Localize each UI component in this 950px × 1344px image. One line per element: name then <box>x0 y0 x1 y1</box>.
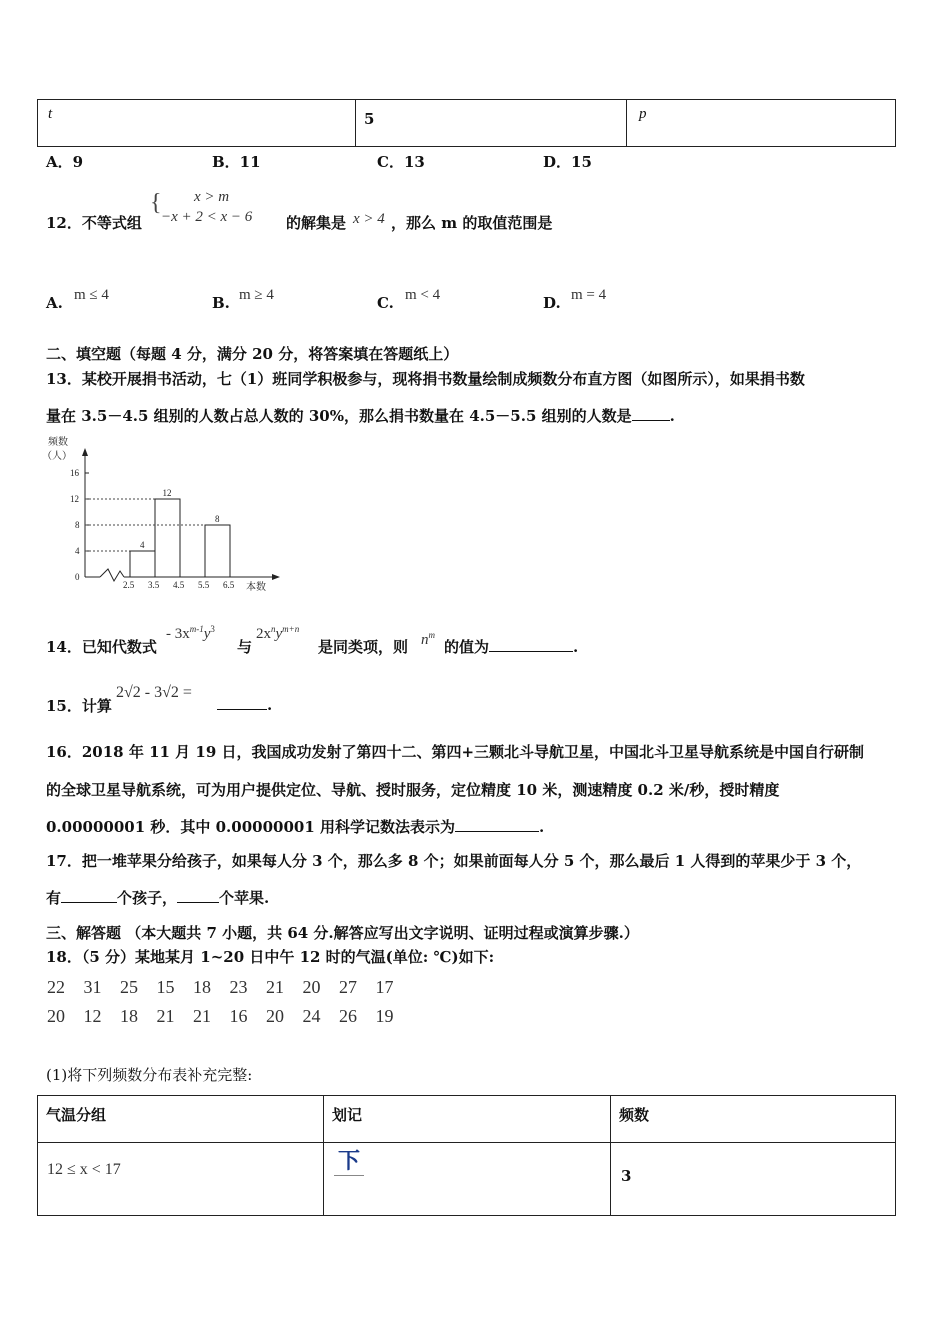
temperature-value: 18 <box>120 1006 138 1026</box>
q15-answer-blank: . <box>217 695 272 714</box>
y-tick-label: 16 <box>70 468 79 478</box>
temperature-value: 16 <box>229 1006 248 1026</box>
temperature-row-1 <box>47 977 412 998</box>
q13-line1: 13．某校开展捐书活动，七（1）班同学积极参与，现将捐书数量绘制成频数分布直方图（如图所示），如果捐书数 <box>46 370 805 388</box>
q14-mid: 是同类项，则 <box>318 638 409 656</box>
q12-option-d-expr: m = 4 <box>571 287 607 303</box>
q14-with: 与 <box>237 638 253 656</box>
top-table-cell: 5 <box>356 100 627 147</box>
q18-title: 18．（5 分）某地某月 1~20 日中午 12 时的气温(单位: ℃)如下: <box>46 948 495 966</box>
temperature-value: 15 <box>156 977 175 997</box>
q14-term1: - $3x^{m-1}y^3$ <box>166 624 215 642</box>
q12-mid: 的解集是 <box>286 214 347 232</box>
x-tick-label: 3.5 <box>148 580 160 590</box>
temperature-value: 17 <box>375 977 394 997</box>
temperature-value: 27 <box>339 977 357 997</box>
section2-heading: 二、填空题（每题 4 分，满分 20 分，将答案填在答题纸上） <box>46 345 459 363</box>
q12-suffix: ，那么 m 的取值范围是 <box>391 214 553 232</box>
y-tick-label: 4 <box>75 546 80 556</box>
q14-term2: $2x^ny^{m+n}$ <box>256 624 300 642</box>
q12-option-b-letter: B. <box>212 294 230 312</box>
table-cell-count[interactable]: 3 <box>611 1143 896 1216</box>
q12-system-line1: x > m <box>194 189 230 205</box>
temperature-value: 23 <box>229 977 248 997</box>
q14-power: $n^m$ <box>421 630 435 648</box>
q18-sub1: (1)将下列频数分布表补充完整: <box>46 1066 253 1084</box>
temperature-value: 19 <box>375 1006 394 1026</box>
axis-break-icon <box>100 569 124 581</box>
q15-expression: 2√2 - 3√2 = <box>116 684 192 701</box>
x-tick-label: 2.5 <box>123 580 135 590</box>
y-tick-label: 12 <box>70 494 79 504</box>
q13-line2: 量在 3.5－4.5 组别的人数占总人数的 30%，那么捐书数量在 4.5－5.5 组别的人数是 . <box>46 407 675 425</box>
y-axis-unit: （人） <box>42 451 72 462</box>
bar-value-label: 8 <box>215 514 220 524</box>
temperature-value: 21 <box>266 977 284 997</box>
table-header: 气温分组 <box>38 1096 324 1143</box>
temperature-value: 21 <box>156 1006 175 1026</box>
top-table-cell: t <box>38 100 356 147</box>
q15-prefix: 15．计算 <box>46 697 112 715</box>
q12-option-a-letter: A. <box>46 294 63 312</box>
top-table-cell: p <box>627 100 896 147</box>
q12-option-c-letter: C. <box>377 294 394 312</box>
q12-option-d-letter: D. <box>543 294 561 312</box>
section3-heading: 三、解答题 （本大题共 7 小题，共 64 分.解答应写出文字说明、证明过程或演算步骤.） <box>46 924 639 942</box>
temperature-value: 26 <box>339 1006 357 1026</box>
y-axis-label: 频数 <box>48 437 68 448</box>
x-axis-label: 本数 <box>246 582 266 593</box>
temperature-value: 18 <box>193 977 211 997</box>
y-tick-label: 8 <box>75 520 80 530</box>
q16-line1: 16．2018 年 11 月 19 日，我国成功发射了第四十二、第四+三颗北斗导航卫星，中国北斗卫星导航系统是中国自行研制 <box>46 743 865 761</box>
q11-option-c: C．13 <box>377 153 425 171</box>
temperature-value: 21 <box>193 1006 211 1026</box>
q12-option-a-expr: m ≤ 4 <box>74 287 109 303</box>
q11-option-d: D．15 <box>543 153 592 171</box>
x-tick-label: 6.5 <box>223 580 235 590</box>
temperature-row-2 <box>47 1006 412 1027</box>
x-axis-arrow-icon <box>272 574 280 580</box>
q12-option-c-expr: m < 4 <box>405 287 441 303</box>
q17-line2: 有 个孩子， 个苹果. <box>46 889 270 907</box>
q14-prefix: 14．已知代数式 <box>46 638 157 656</box>
table-cell-group: 12 ≤ x < 17 <box>38 1143 324 1216</box>
temperature-value: 31 <box>83 977 102 997</box>
y-axis-arrow-icon <box>82 448 88 456</box>
q12-system-line2: −x + 2 < x − 6 <box>161 209 253 225</box>
histogram-bar <box>205 525 230 577</box>
top-table <box>37 99 896 147</box>
q16-line3: 0.00000001 秒．其中 0.00000001 用科学记数法表示为 . <box>46 818 545 836</box>
temperature-value: 22 <box>47 977 65 997</box>
bar-value-label: 4 <box>140 540 145 550</box>
table-header: 划记 <box>324 1096 611 1143</box>
frequency-table <box>37 1095 896 1216</box>
histogram-chart <box>40 432 290 597</box>
table-header: 频数 <box>611 1096 896 1143</box>
x-tick-label: 5.5 <box>198 580 210 590</box>
q12-option-b-expr: m ≥ 4 <box>239 287 274 303</box>
x-tick-label: 4.5 <box>173 580 185 590</box>
table-cell-tally: 下 <box>324 1143 611 1216</box>
y-tick-label: 0 <box>75 572 80 582</box>
histogram-bar <box>155 499 180 577</box>
histogram-bar <box>130 551 155 577</box>
temperature-value: 25 <box>120 977 138 997</box>
temperature-value: 20 <box>302 977 321 997</box>
q11-option-b: B．11 <box>212 153 261 171</box>
temperature-value: 20 <box>47 1006 65 1026</box>
bar-value-label: 12 <box>162 488 172 498</box>
temperature-value: 20 <box>266 1006 284 1026</box>
q14-suffix: 的值为 . <box>444 638 579 656</box>
q11-option-a: A．9 <box>46 153 84 171</box>
q16-line2: 的全球卫星导航系统，可为用户提供定位、导航、授时服务，定位精度 10 米，测速精度 0.2 米/秒，授时精度 <box>46 781 780 799</box>
temperature-value: 12 <box>83 1006 102 1026</box>
q12-condition: x > 4 <box>353 211 385 227</box>
q12-prefix: 12．不等式组 <box>46 214 142 232</box>
brace-icon: { <box>150 190 162 216</box>
q17-line1: 17．把一堆苹果分给孩子，如果每人分 3 个，那么多 8 个；如果前面每人分 5 个，那么最后 1 人得到的苹果少于 3 个， <box>46 852 862 870</box>
temperature-value: 24 <box>302 1006 321 1026</box>
